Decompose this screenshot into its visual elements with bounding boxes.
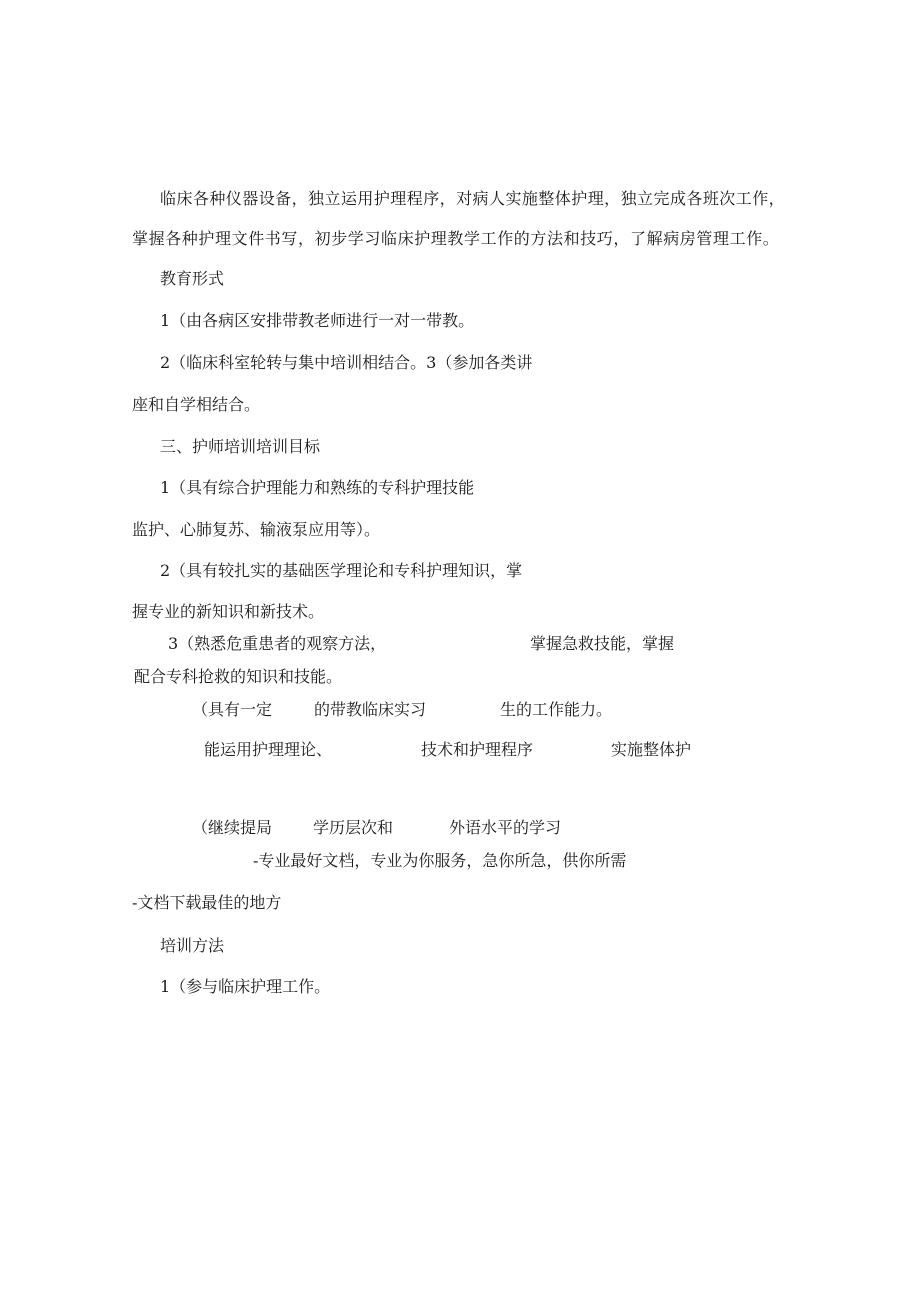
text-fragment: （具有一定	[192, 700, 273, 719]
text-line: 2（临床科室轮转与集中培训相结合。3（参加各类讲	[160, 353, 533, 372]
section-heading: 培训方法	[160, 936, 225, 955]
text-line: 1（由各病区安排带教老师进行一对一带教。	[160, 311, 475, 330]
text-fragment: （继续提局	[192, 818, 273, 837]
text-line: 掌握各种护理文件书写，初步学习临床护理教学工作的方法和技巧，了解病房管理工作。	[132, 229, 780, 248]
text-fragment: 技术和护理程序	[421, 740, 534, 759]
text-line: 1（参与临床护理工作。	[160, 977, 331, 996]
section-heading: 三、护师培训培训目标	[160, 437, 321, 456]
text-line: 监护、心肺复苏、输液泵应用等）。	[132, 520, 381, 539]
text-fragment: 学历层次和	[313, 818, 394, 837]
text-line: 临床各种仪器设备，独立运用护理程序，对病人实施整体护理，独立完成各班次工作，	[160, 189, 786, 208]
text-line: 座和自学相结合。	[132, 395, 261, 414]
text-fragment: 的带教临床实习	[314, 700, 427, 719]
text-line: 3（熟悉危重患者的观察方法，	[168, 634, 387, 653]
text-line: 2（具有较扎实的基础医学理论和专科护理知识，掌	[160, 561, 523, 580]
text-line: 握专业的新知识和新技术。	[132, 602, 325, 621]
section-heading: 教育形式	[160, 269, 225, 288]
text-fragment: 能运用护理理论、	[204, 740, 333, 759]
text-fragment: 生的工作能力。	[500, 700, 613, 719]
text-fragment: 实施整体护	[611, 740, 692, 759]
footer-line: -文档下载最佳的地方	[132, 893, 282, 912]
text-line: 配合专科抢救的知识和技能。	[134, 667, 343, 686]
text-line: 掌握急救技能，掌握	[530, 634, 675, 653]
text-line: 1（具有综合护理能力和熟练的专科护理技能	[160, 478, 475, 497]
text-fragment: 外语水平的学习	[449, 818, 562, 837]
footer-line: -专业最好文档，专业为你服务，急你所急，供你所需	[253, 851, 627, 870]
